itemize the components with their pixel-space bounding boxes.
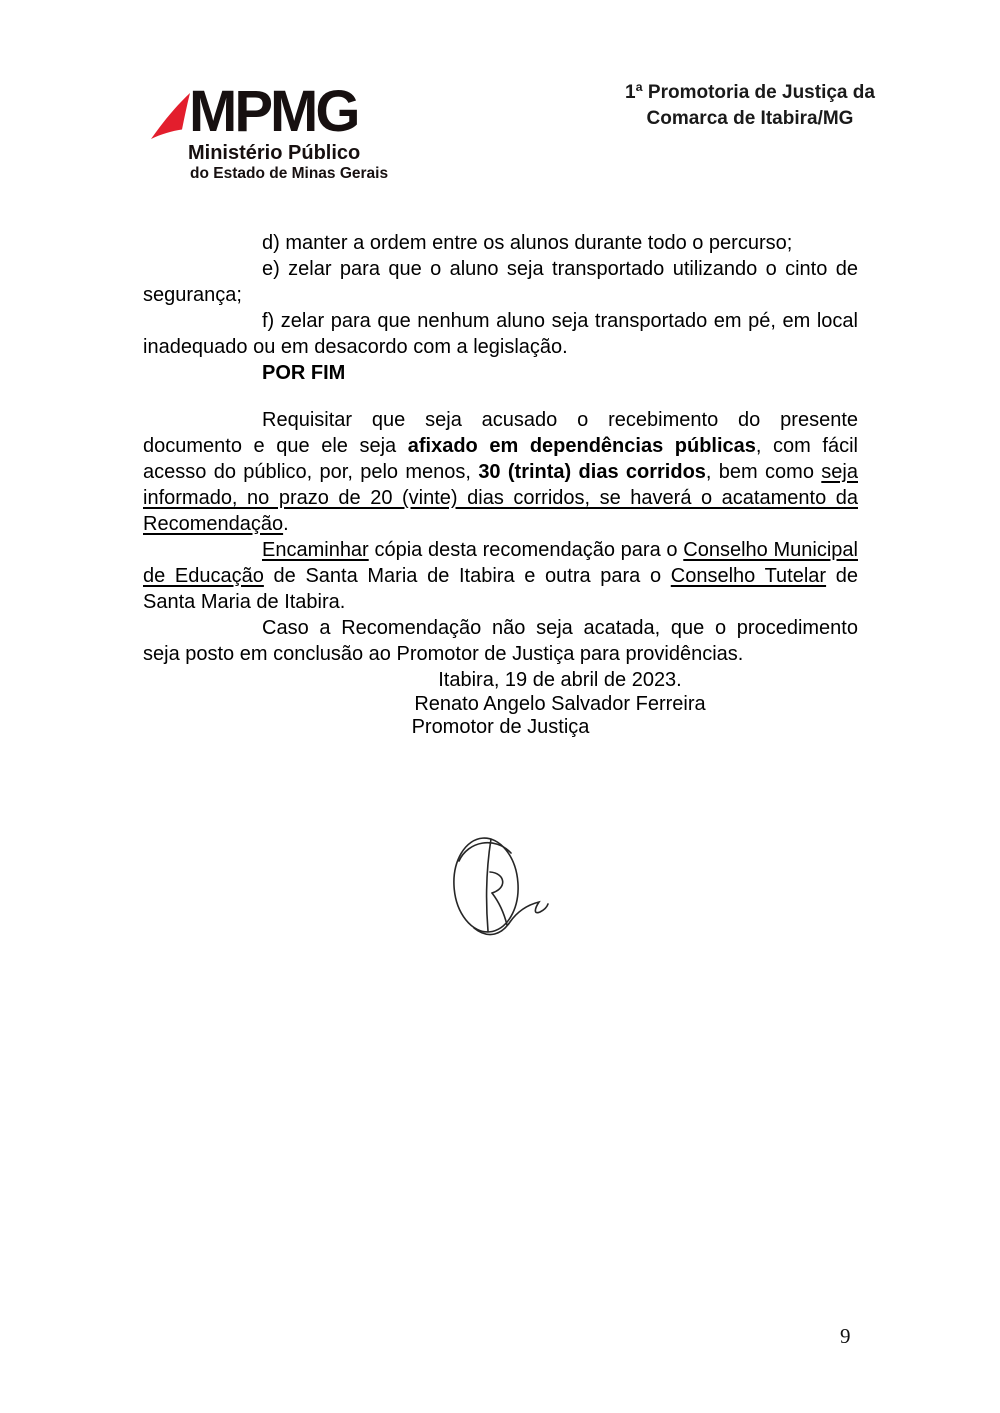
office-header — [600, 80, 900, 132]
encaminhar-text-2: de Santa Maria de Itabira e outra para o — [263, 565, 671, 587]
por-fim-heading: POR FIM — [262, 362, 346, 384]
signature-block — [143, 693, 858, 739]
encaminhar-underlined-3: Conselho Tutelar — [670, 565, 827, 587]
list-item-e: e) zelar para que o aluno seja transportado utilizando o cinto de segurança; — [143, 258, 858, 306]
list-item-d: d) manter a ordem entre os alunos durante todo o percurso; — [262, 232, 793, 254]
requisitar-text: Requisitar que seja acusado o recebimento do presente documento e que ele seja — [143, 409, 858, 457]
requisitar-text-2: , com fácil acesso do público, por, pelo menos, — [143, 435, 858, 483]
encaminhar-underlined-2: Conselho Municipal de Educação — [143, 539, 858, 587]
document-body — [143, 230, 858, 739]
paragraph-encaminhar — [143, 537, 858, 615]
handwritten-signature-icon — [447, 832, 549, 938]
signatory-name: Renato Angelo Salvador Ferreira — [414, 693, 706, 715]
requisitar-underlined: seja informado, no prazo de 20 (vinte) dias corridos, se haverá o acatamento da Recomendação — [143, 461, 858, 535]
page-number: 9 — [840, 1324, 851, 1348]
paragraph-requisitar — [143, 407, 858, 537]
mpmg-flag-icon — [145, 93, 191, 140]
requisitar-text-3: , bem como — [705, 461, 822, 483]
office-header-line1: 1ª Promotoria de Justiça da — [625, 82, 875, 103]
encaminhar-text-3: de Santa Maria de Itabira. — [143, 565, 858, 613]
requisitar-bold-1: afixado em dependências públicas — [407, 435, 756, 457]
encaminhar-underlined-1: Encaminhar — [262, 539, 369, 561]
office-header-line2: Comarca de Itabira/MG — [646, 108, 854, 129]
date-line: Itabira, 19 de abril de 2023. — [438, 669, 682, 691]
logo-subtitle-1: Ministério Público — [188, 142, 361, 164]
paragraph-caso: Caso a Recomendação não seja acatada, que o procedimento seja posto em conclusão ao Promotor de Justiça para providências. — [143, 617, 858, 665]
signatory-role: Promotor de Justiça — [411, 716, 590, 738]
requisitar-period: . — [283, 513, 289, 535]
logo-subtitle-2: do Estado de Minas Gerais — [190, 165, 389, 182]
logo-top-row — [145, 79, 388, 144]
mpmg-logo — [145, 79, 389, 182]
logo-acronym: MPMG — [189, 79, 358, 144]
requisitar-bold-2: 30 (trinta) dias corridos — [478, 461, 706, 483]
list-item-f: f) zelar para que nenhum aluno seja transportado em pé, em local inadequado ou em desacordo com a legislação. — [143, 310, 858, 358]
encaminhar-text-1: cópia desta recomendação para o — [368, 539, 684, 561]
